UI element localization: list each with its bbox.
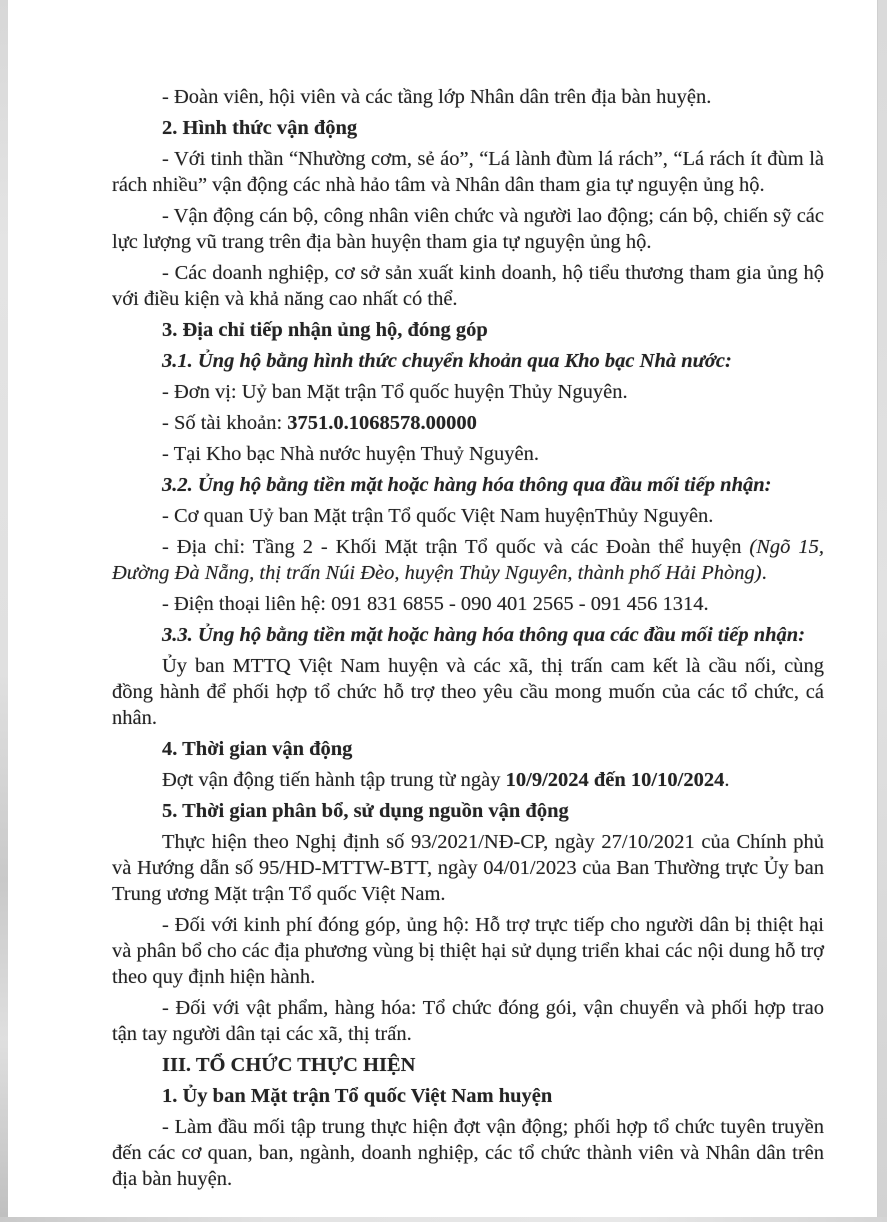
list-item	[112, 503, 824, 529]
text-run: 3.3. Ủng hộ bằng tiền mặt hoặc hàng hóa thông qua các đầu mối tiếp nhận:	[162, 624, 806, 646]
text-run: 1. Ủy ban Mặt trận Tổ quốc Việt Nam huyện	[162, 1085, 553, 1107]
document-body	[112, 84, 824, 1197]
text-run: - Địa chỉ: Tầng 2 - Khối Mặt trận Tổ quốc và các Đoàn thể huyện	[162, 536, 750, 558]
scan-edge-bottom	[0, 1217, 887, 1222]
list-item	[112, 410, 824, 436]
list-item	[112, 1114, 824, 1192]
text-run: .	[761, 562, 767, 584]
text-run: 10/9/2024 đến 10/10/2024	[505, 769, 725, 791]
text-run: 3751.0.1068578.00000	[287, 412, 477, 434]
text-run: - Tại Kho bạc Nhà nước huyện Thuỷ Nguyên.	[162, 443, 540, 465]
paragraph	[112, 653, 824, 731]
text-run: - Các doanh nghiệp, cơ sở sản xuất kinh doanh, hộ tiểu thương tham gia ủng hộ với điều kiện và khả năng cao nhất có thể.	[112, 262, 824, 310]
text-run: 5. Thời gian phân bổ, sử dụng nguồn vận động	[162, 800, 569, 822]
scan-edge-left	[0, 0, 8, 1222]
text-run: 3.2. Ủng hộ bằng tiền mặt hoặc hàng hóa thông qua đầu mối tiếp nhận:	[162, 474, 772, 496]
list-item	[112, 84, 824, 110]
text-run: - Đơn vị: Uỷ ban Mặt trận Tổ quốc huyện Thủy Nguyên.	[162, 381, 628, 403]
text-run: 2. Hình thức vận động	[162, 117, 358, 139]
text-run: - Với tinh thần “Nhường cơm, sẻ áo”, “Lá lành đùm lá rách”, “Lá rách ít đùm là rách nhiều” vận động các nhà hảo tâm và Nhân dân tham gia tự nguyện ủng hộ.	[112, 148, 824, 196]
text-run: - Đối với vật phẩm, hàng hóa: Tổ chức đóng gói, vận chuyển và phối hợp trao tận tay người dân tại các xã, thị trấn.	[112, 997, 824, 1045]
list-item	[112, 995, 824, 1047]
paragraph	[112, 767, 824, 793]
section-heading	[112, 798, 824, 824]
list-item	[112, 260, 824, 312]
text-run: - Số tài khoản:	[162, 412, 288, 434]
text-run: - Cơ quan Uỷ ban Mặt trận Tổ quốc Việt Nam huyệnThủy Nguyên.	[162, 505, 714, 527]
text-run: - Vận động cán bộ, công nhân viên chức và người lao động; cán bộ, chiến sỹ các lực lượng vũ trang trên địa bàn huyện tham gia tự nguyện ủng hộ.	[112, 205, 824, 253]
text-run: 3.1. Ủng hộ bằng hình thức chuyển khoản qua Kho bạc Nhà nước:	[162, 350, 732, 372]
text-run: 3. Địa chỉ tiếp nhận ủng hộ, đóng góp	[162, 319, 488, 341]
list-item	[112, 534, 824, 586]
paragraph	[112, 829, 824, 907]
section-heading	[112, 736, 824, 762]
scan-edge-right	[877, 0, 887, 1222]
section-heading	[112, 1083, 824, 1109]
sub-section-heading	[112, 622, 824, 648]
text-run: - Làm đầu mối tập trung thực hiện đợt vận động; phối hợp tổ chức tuyên truyền đến các cơ quan, ban, ngành, doanh nghiệp, các tổ chức thành viên và Nhân dân trên địa bàn huyện.	[112, 1116, 824, 1190]
text-run: - Đối với kinh phí đóng góp, ủng hộ: Hỗ trợ trực tiếp cho người dân bị thiệt hại và phân bổ cho các địa phương vùng bị thiệt hại sử dụng triển khai các nội dung hỗ trợ theo quy định hiện hành.	[112, 914, 824, 988]
list-item	[112, 203, 824, 255]
section-heading	[112, 317, 824, 343]
text-run: Thực hiện theo Nghị định số 93/2021/NĐ-CP, ngày 27/10/2021 của Chính phủ và Hướng dẫn số 95/HD-MTTW-BTT, ngày 04/01/2023 của Ban Thường trực Ủy ban Trung ương Mặt trận Tổ quốc Việt Nam.	[112, 831, 824, 905]
text-run: - Điện thoại liên hệ: 091 831 6855 - 090 401 2565 - 091 456 1314.	[162, 593, 709, 615]
sub-section-heading	[112, 348, 824, 374]
text-run: III. TỔ CHỨC THỰC HIỆN	[162, 1054, 416, 1076]
text-run: .	[724, 769, 730, 791]
text-run: Đợt vận động tiến hành tập trung từ ngày	[162, 769, 506, 791]
text-run: (Ngõ 15, Đường Đà Nẵng, thị trấn Núi Đèo, huyện Thủy Nguyên, thành phố Hải Phòng)	[112, 536, 824, 584]
text-run: Ủy ban MTTQ Việt Nam huyện và các xã, thị trấn cam kết là cầu nối, cùng đồng hành để phối hợp tổ chức hỗ trợ theo yêu cầu mong muốn của các tổ chức, cá nhân.	[112, 655, 824, 729]
list-item	[112, 379, 824, 405]
text-run: - Đoàn viên, hội viên và các tầng lớp Nhân dân trên địa bàn huyện.	[162, 86, 712, 108]
text-run: 4. Thời gian vận động	[162, 738, 353, 760]
list-item	[112, 146, 824, 198]
section-heading	[112, 1052, 824, 1078]
list-item	[112, 591, 824, 617]
list-item	[112, 441, 824, 467]
list-item	[112, 912, 824, 990]
section-heading	[112, 115, 824, 141]
sub-section-heading	[112, 472, 824, 498]
